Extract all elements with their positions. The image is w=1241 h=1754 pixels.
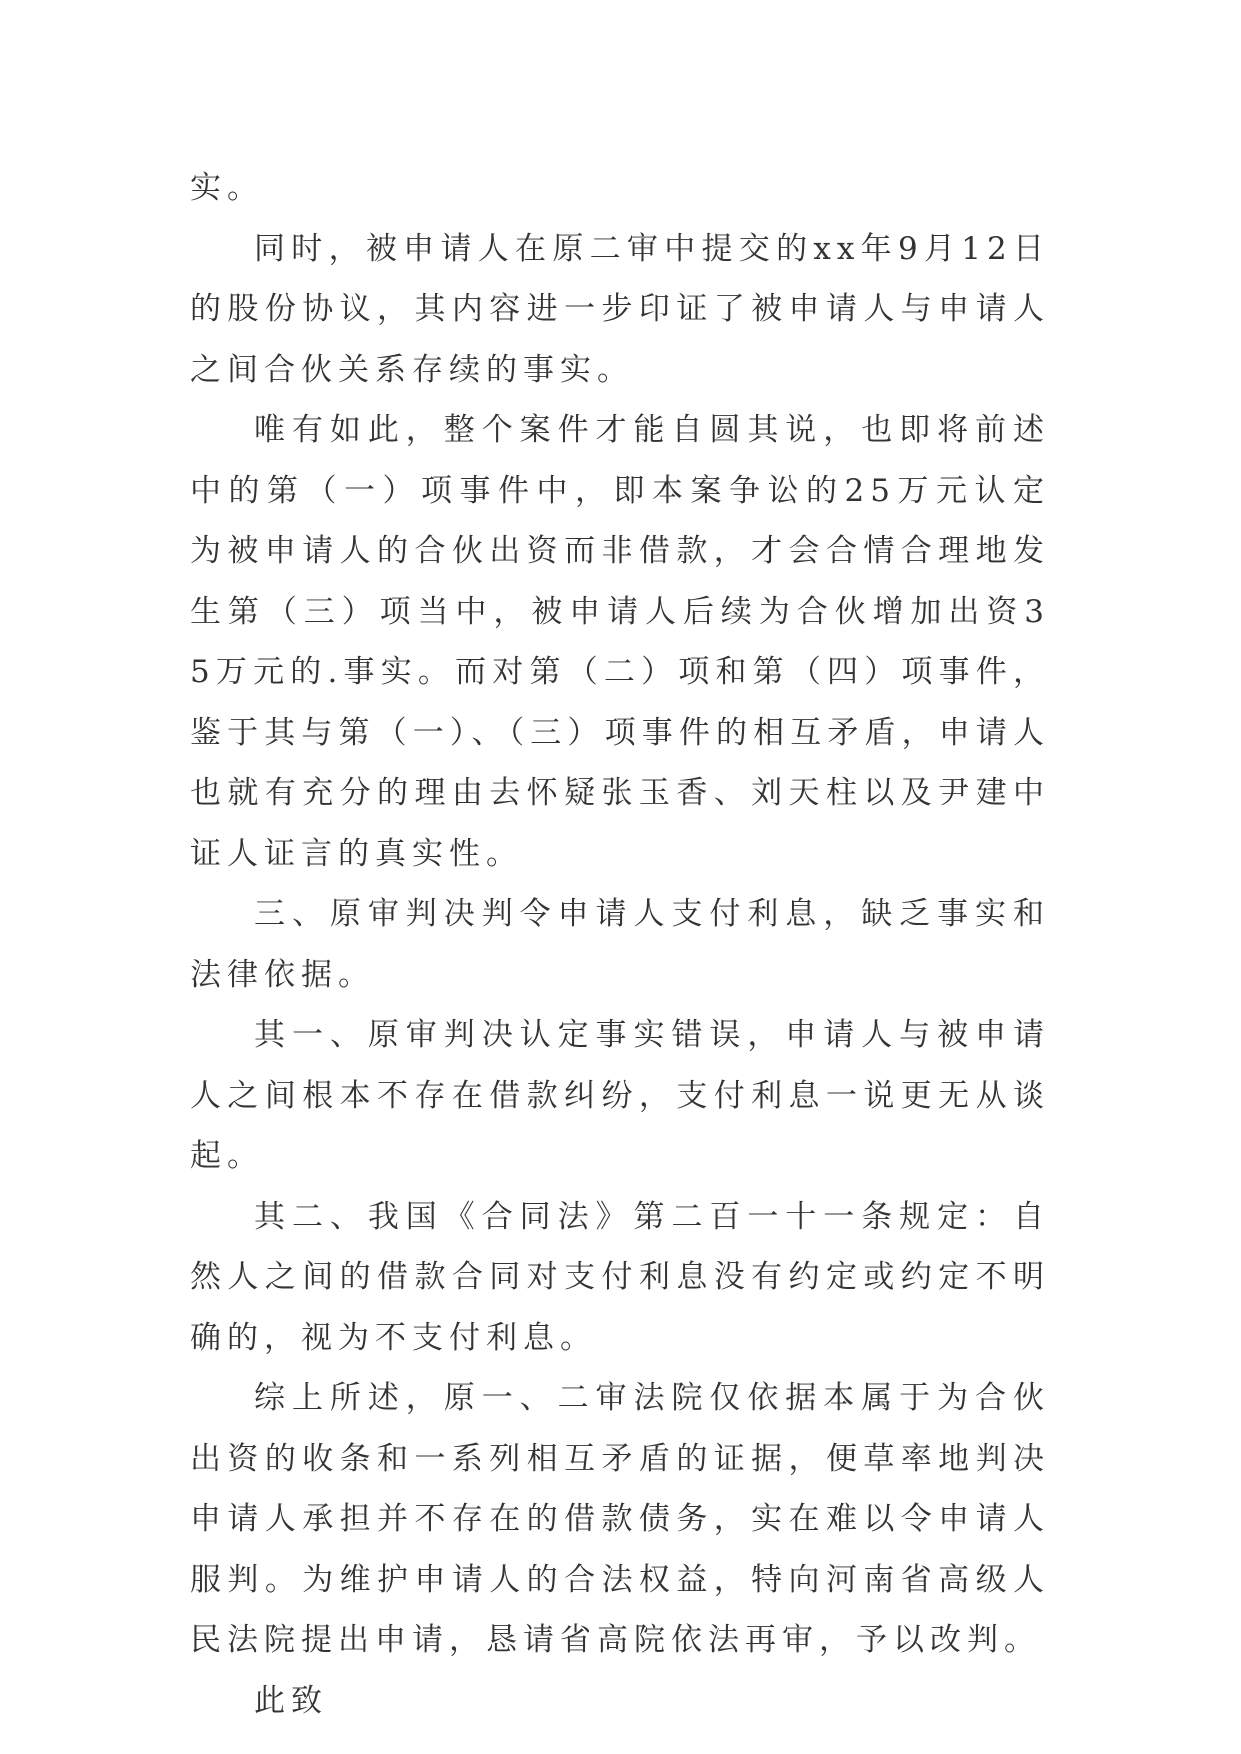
paragraph-point-one: 其一、原审判决认定事实错误，申请人与被申请人之间根本不存在借款纠纷，支付利息一说更无从谈起。 bbox=[190, 1017, 1050, 1174]
paragraph-heading-interest: 三、原审判决判令申请人支付利息，缺乏事实和法律依据。 bbox=[190, 896, 1050, 993]
paragraph-closing: 此致 bbox=[254, 1682, 328, 1719]
paragraph-case-reasoning: 唯有如此，整个案件才能自圆其说，也即将前述中的第（一）项事件中，即本案争讼的25万元认定为被申请人的合伙出资而非借款，才会合情合理地发生第（三）项当中，被申请人后续为合伙增加出资35万元的.事实。而对第（二）项和第（四）项事件，鉴于其与第（一）、（三）项事件的相互矛盾，申请人也就有充分的理由去怀疑张玉香、刘天柱以及尹建中证人证言的真实性。 bbox=[190, 412, 1050, 872]
paragraph-point-two: 其二、我国《合同法》第二百一十一条规定：自然人之间的借款合同对支付利息没有约定或约定不明确的，视为不支付利息。 bbox=[190, 1198, 1050, 1356]
paragraph-conclusion: 综上所述，原一、二审法院仅依据本属于为合伙出资的收条和一系列相互矛盾的证据，便草率地判决申请人承担并不存在的借款债务，实在难以令申请人服判。为维护申请人的合法权益，特向河南省高级人民法院提出申请，恳请省高院依法再审，予以改判。 bbox=[190, 1380, 1050, 1658]
document-body bbox=[190, 158, 1050, 1731]
paragraph-continuation: 实。 bbox=[190, 170, 264, 206]
paragraph-share-agreement: 同时，被申请人在原二审中提交的xx年9月12日的股份协议，其内容进一步印证了被申请人与申请人之间合伙关系存续的事实。 bbox=[190, 230, 1050, 388]
